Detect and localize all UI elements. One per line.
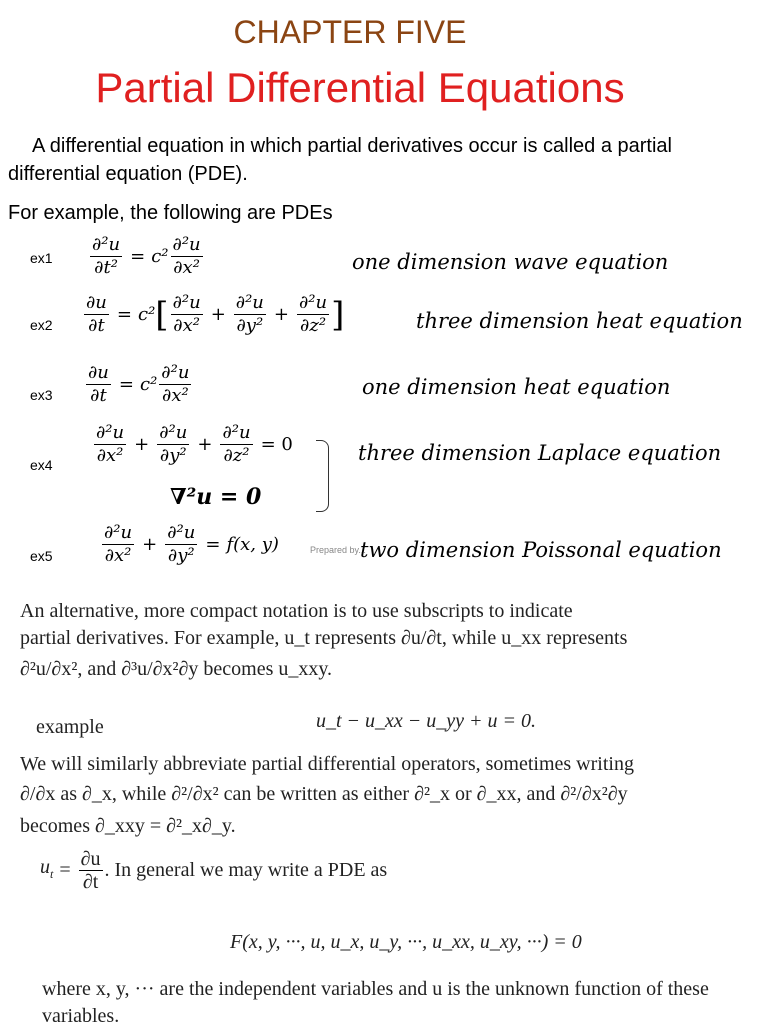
example-label-1: ex1 [30, 250, 53, 266]
example-label-4: ex4 [30, 457, 53, 473]
description-ex4: three dimension Laplace equation [358, 441, 722, 465]
watermark: Prepared by... [310, 545, 366, 555]
example-label-2: ex2 [30, 317, 53, 333]
closing-sentence: where x, y, ··· are the independent variables and u is the unknown function of these variables. [42, 978, 709, 1027]
general-pde-line: $u_t$ = $\frac{\partial u}{\partial t}$ . In general we may write a PDE as [40, 848, 388, 893]
example-label: example [36, 716, 104, 738]
general-text: . In general we may write a PDE as [104, 859, 388, 881]
equation-ex1: $\frac{\text{∂²u}}{\text{∂t²}}$ = c² $\frac{\text{∂²u}}{\text{∂x²}}$ [92, 234, 201, 278]
notation-line-2: partial derivatives. For example, u_t represents ∂u/∂t, while u_xx represents [20, 627, 628, 649]
equation-ex3: $\frac{\partial u}{\partial t}$ = c² $\frac{\text{∂²u}}{\text{∂x²}}$ [88, 362, 190, 406]
example-equation: u_t − u_xx − u_yy + u = 0. [316, 710, 537, 732]
example-label-3: ex3 [30, 387, 53, 403]
notation-line-3: ∂²u/∂x², and ∂³u/∂x²∂y becomes u_xxy. [20, 658, 333, 680]
example-label-5: ex5 [30, 548, 53, 564]
definition-paragraph [8, 132, 748, 188]
chapter-heading: CHAPTER FIVE [233, 14, 467, 50]
equation-ex4: $\frac{\text{∂²u}}{\text{∂x²}}$ + $\frac{\text{∂²u}}{\text{∂y²}}$ + $\frac{\text{∂²u}}{\text{∂z²}}$ = 0 [96, 422, 293, 466]
description-ex2: three dimension heat equation [416, 309, 743, 333]
description-ex5: two dimension Poissonal equation [360, 538, 722, 562]
notation-line-1: An alternative, more compact notation is to use subscripts to indicate [20, 600, 573, 622]
operator-line-2: ∂/∂x as ∂_x, while ∂²/∂x² can be written as either ∂²_x or ∂_xx, and ∂²/∂x²∂y [20, 783, 628, 805]
operator-line-3: becomes ∂_xxy = ∂²_x∂_y. [20, 815, 236, 837]
equation-ex5: $\frac{\text{∂²u}}{\text{∂x²}}$ + $\frac{\text{∂²u}}{\text{∂y²}}$ = f(x, y) [104, 522, 279, 566]
description-ex3: one dimension heat equation [362, 375, 671, 399]
description-ex1: one dimension wave equation [352, 250, 669, 274]
for-example-text: For example, the following are PDEs [8, 202, 333, 224]
equation-ex2: $\frac{\partial u}{\partial t}$ = c² [ $\frac{\text{∂²u}}{\text{∂x²}}$ + $\frac{\text{∂²u}}{\text{∂y²}}$ + $\frac{\text{∂²u}}{\text{∂z²}}$ ] [86, 292, 345, 336]
general-equation: F(x, y, ···, u, u_x, u_y, ···, u_xx, u_xy, ···) = 0 [230, 931, 582, 953]
definition-text: A differential equation in which partial derivatives occur is called a partial differential equation (PDE). [8, 135, 672, 185]
operator-line-1: We will similarly abbreviate partial differential operators, sometimes writing [20, 753, 634, 775]
laplacian-equation: ∇²u = 0 [170, 484, 262, 510]
page-title: Partial Differential Equations [95, 64, 625, 111]
equation-brace [316, 440, 329, 512]
